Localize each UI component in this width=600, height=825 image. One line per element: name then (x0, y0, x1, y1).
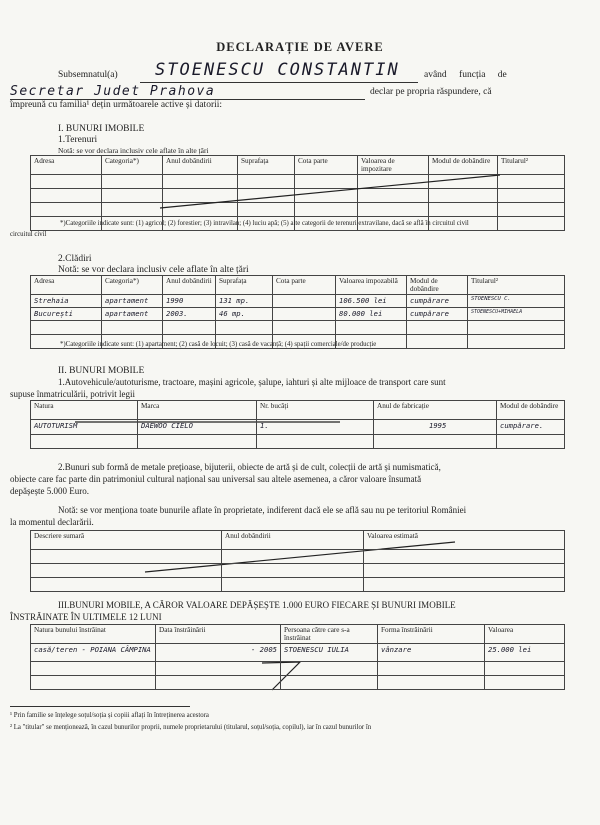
header-cell: Natura bunului înstrăinat (31, 625, 156, 644)
table-cell: cumpărare (407, 308, 468, 321)
table-cell (273, 295, 336, 308)
footnote-1: ¹ Prin familie se înțelege soțul/soția și copiii aflați în întreținerea acestora (10, 712, 209, 719)
header-cell: Anul dobândirii (163, 156, 238, 175)
header-cell: Anul dobândirii (163, 276, 216, 295)
page-title: DECLARAȚIE DE AVERE (216, 40, 384, 54)
table-cell: București (31, 308, 102, 321)
header-cell: Nr. bucăți (257, 401, 374, 420)
header-cell: Persoana către care s-a înstrăinat (281, 625, 378, 644)
header-cell: Anul de fabricație (374, 401, 497, 420)
table-cell: DAEWOO CIELO (138, 420, 257, 435)
table-cell: STOENESCU+MIHAELA (468, 308, 565, 321)
cladiri-title: 2.Clădiri (58, 254, 92, 264)
table-cell: AUTOTURISM (31, 420, 138, 435)
header-cell: Adresa (31, 156, 102, 175)
header-cell: Natura (31, 401, 138, 420)
header-cell: Modul de dobândire (497, 401, 565, 420)
footnote-2: ² La "titular" se menționează, în cazul bunurilor proprii, numele proprietarului (titularul, soțul/soția, copilul), iar în cazul bunurilor în (10, 724, 372, 731)
section-2-heading: II. BUNURI MOBILE (58, 366, 145, 376)
section-2-note-a: Notă: se vor menționa toate bunurile aflate în proprietate, indiferent dacă ele se află sau nu pe teritoriul României (58, 505, 467, 515)
header-cell: Valoarea de impozitare (358, 156, 429, 175)
table-cell: casă/teren - POIANA CÂMPINA (31, 644, 156, 662)
table-cell (273, 308, 336, 321)
instrainate-table (30, 624, 565, 690)
section-2-p2a: 2.Bunuri sub formă de metale prețioase, bijuterii, obiecte de artă și de cult, colecții de artă și numismatică, (58, 462, 441, 472)
header-cell: Descriere sumară (31, 531, 222, 550)
table-cell: 1. (257, 420, 374, 435)
header-cell: Modul de dobândire (407, 276, 468, 295)
header-cell: Suprafața (216, 276, 273, 295)
bunuri-pretioase-table (30, 530, 565, 592)
intro-line-3: împreună cu familia¹ dețin următoarele active și datorii: (10, 100, 223, 110)
table-cell: 1990 (163, 295, 216, 308)
terenuri-footnote-cont: circuitul civil (10, 231, 47, 238)
header-cell: Titularul² (498, 156, 565, 175)
table-cell: STOENESCU C. (468, 295, 565, 308)
table-row (31, 644, 565, 662)
cladiri-table (30, 275, 565, 349)
table-cell: Strehaia (31, 295, 102, 308)
subsemnatul-label: Subsemnatul(a) (58, 70, 118, 80)
function-value: Secretar Judet Prahova (10, 84, 216, 99)
header-cell: Valoarea estimată (364, 531, 565, 550)
table-row (31, 420, 565, 435)
table-cell: STOENESCU IULIA (281, 644, 378, 662)
header-cell: Valoarea (485, 625, 565, 644)
section-3-heading-2: ÎNSTRĂINATE ÎN ULTIMELE 12 LUNI (10, 612, 162, 622)
section-2-p2c: depășește 5.000 Euro. (10, 486, 89, 496)
terenuri-note: Notă: se vor declara inclusiv cele aflate în alte țări (58, 146, 209, 155)
table-cell: 25.000 lei (485, 644, 565, 662)
table-cell: 106.500 lei (336, 295, 407, 308)
cladiri-note: Notă: se vor declara inclusiv cele aflate în alte țări (58, 265, 249, 275)
table-row (31, 295, 565, 308)
table-cell: apartament (102, 295, 163, 308)
section-2-p1: 1.Autovehicule/autoturisme, tractoare, mașini agricole, șalupe, iahturi și alte mijloace de transport care sunt (58, 377, 446, 387)
header-cell: Cota parte (273, 276, 336, 295)
header-cell: Forma înstrăinării (378, 625, 485, 644)
autovehicule-table (30, 400, 565, 449)
header-cell: Cota parte (295, 156, 358, 175)
section-3-heading: III.BUNURI MOBILE, A CĂROR VALOARE DEPĂȘEȘTE 1.000 EURO FIECARE ȘI BUNURI IMOBILE (58, 600, 456, 610)
declar-text: declar pe propria răspundere, că (370, 87, 492, 97)
header-cell: Titularul² (468, 276, 565, 295)
terenuri-footnote: *)Categoriile indicate sunt: (1) agricol; (2) forestier; (3) intravilan; (4) luciu apă; (5) alte categorii de terenuri extravilane, dacă se află în circuitul civil (60, 220, 469, 227)
table-cell: 131 mp. (216, 295, 273, 308)
table-cell: 2003. (163, 308, 216, 321)
section-2-note-b: la momentul declarării. (10, 517, 94, 527)
table-cell: - 2005 (156, 644, 281, 662)
cladiri-footnote: *)Categoriile indicate sunt: (1) apartament; (2) casă de locuit; (3) casă de vacanță; (4) spații comerciale/de producție (60, 341, 377, 348)
header-cell: Suprafața (238, 156, 295, 175)
table-row (31, 308, 565, 321)
table-cell: apartament (102, 308, 163, 321)
header-cell: Categoria*) (102, 276, 163, 295)
section-2-p1b: supuse înmatriculării, potrivit legii (10, 389, 135, 399)
table-cell: 1995 (374, 420, 497, 435)
declarant-name: STOENESCU CONSTANTIN (155, 60, 400, 80)
table-cell: cumpărare (407, 295, 468, 308)
table-cell: 80.000 lei (336, 308, 407, 321)
header-cell: Categoria*) (102, 156, 163, 175)
header-cell: Data înstrăinării (156, 625, 281, 644)
header-cell: Marca (138, 401, 257, 420)
header-cell: Valoarea impozabilă (336, 276, 407, 295)
section-2-p2b: obiecte care fac parte din patrimoniul cultural național sau universal sau altele asemenea, a căror valoare însumată (10, 474, 422, 484)
avand-functia-label: având funcția de (424, 70, 507, 80)
table-cell: vânzare (378, 644, 485, 662)
header-cell: Adresa (31, 276, 102, 295)
header-cell: Modul de dobândire (429, 156, 498, 175)
section-1-heading: I. BUNURI IMOBILE (58, 124, 145, 134)
table-cell: cumpărare. (497, 420, 565, 435)
terenuri-title: 1.Terenuri (58, 135, 98, 145)
footnote-separator (10, 706, 190, 707)
header-cell: Anul dobândirii (222, 531, 364, 550)
table-cell: 46 mp. (216, 308, 273, 321)
